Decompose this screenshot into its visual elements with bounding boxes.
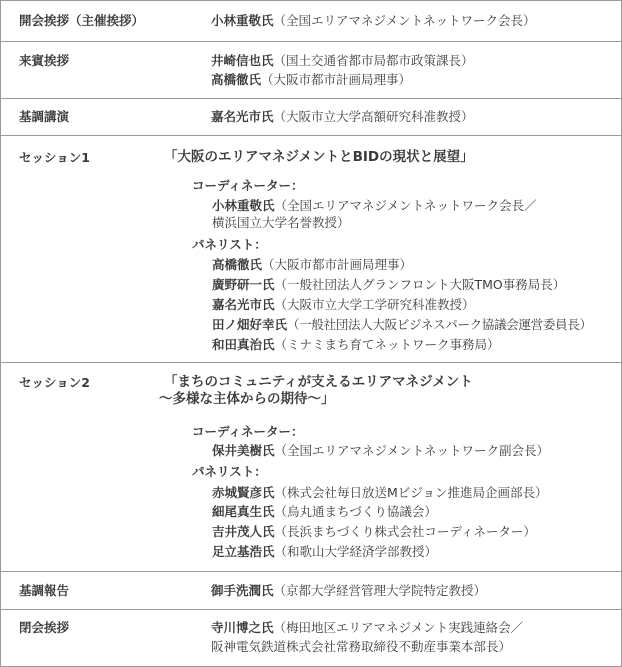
speaker-name: 赤城賢彦氏 — [212, 485, 275, 500]
row-label: 基調報告 — [19, 583, 70, 598]
speaker — [211, 12, 536, 30]
speaker-affiliation: （全国エリアマネジメントネットワーク会長／ — [274, 198, 537, 213]
speaker-name: 廣野研一氏 — [212, 277, 275, 292]
speaker — [211, 619, 523, 637]
panelist — [212, 484, 548, 502]
row-label: 基調講演 — [19, 109, 70, 124]
speaker-name: 足立基浩氏 — [212, 544, 275, 559]
speaker-affiliation: （全国エリアマネジメントネットワーク副会長） — [274, 443, 550, 458]
row-session-1 — [1, 135, 621, 363]
speaker-affiliation: （大阪市立大学高額研究科准教授） — [273, 109, 474, 124]
speaker-affiliation: （全国エリアマネジメントネットワーク会長） — [273, 13, 536, 28]
row-label: セッション1 — [19, 150, 90, 165]
panelist — [212, 256, 412, 274]
speaker-affiliation: （株式会社毎日放送Mビジョン推進局企画部長） — [274, 485, 548, 500]
row-keynote — [1, 98, 621, 136]
row-guest-greeting — [1, 41, 621, 99]
speaker-affiliation: （ミナミまち育てネットワーク事務局） — [274, 337, 500, 352]
speaker — [211, 71, 411, 89]
row-label: 来賓挨拶 — [19, 53, 70, 68]
speaker-affiliation: （大阪市都市計画局理事） — [261, 72, 412, 87]
speaker — [211, 52, 474, 70]
speaker-name: 高橋徹氏 — [212, 257, 263, 272]
coordinator — [212, 197, 537, 215]
row-label: 開会挨拶（主催挨拶） — [19, 13, 145, 28]
row-label: 閉会挨拶 — [19, 620, 70, 635]
row-closing — [1, 609, 621, 667]
speaker-name: 嘉名光市氏 — [212, 297, 275, 312]
speaker-affiliation: （京都大学経営管理大学院特定教授） — [273, 583, 487, 598]
session-title: 「まちのコミュニティが支えるエリアマネジメント — [164, 374, 473, 390]
coordinator-label: コーディネーター： — [192, 178, 304, 193]
panelist — [212, 276, 565, 294]
panelist — [212, 543, 437, 561]
speaker-name: 和田真治氏 — [212, 337, 275, 352]
speaker — [211, 108, 474, 126]
panelist — [212, 523, 536, 541]
speaker-affiliation: （一般社団法人大阪ビジネスパーク協議会運営委員長） — [287, 317, 592, 332]
speaker-name: 吉井茂人氏 — [212, 524, 275, 539]
panelist — [212, 316, 592, 334]
speaker-name: 御手洗潤氏 — [211, 583, 274, 598]
speaker-affiliation: （長浜まちづくり株式会社コーディネーター） — [274, 524, 536, 539]
speaker-name: 井崎信也氏 — [211, 53, 274, 68]
speaker-name: 田ノ畑好幸氏 — [212, 317, 288, 332]
coordinator-label: コーディネーター： — [192, 424, 304, 439]
session-subtitle: 〜多様な主体からの期待〜」 — [159, 391, 335, 407]
speaker-affiliation: （梅田地区エリアマネジメント実践連絡会／ — [273, 620, 524, 635]
row-session-2 — [1, 362, 621, 572]
speaker-affiliation: （大阪市都市計画局理事） — [262, 257, 413, 272]
speaker-affiliation: （烏丸通まちづくり協議会） — [274, 504, 437, 519]
speaker-name: 小林重敬氏 — [211, 13, 274, 28]
speaker-name: 保井美樹氏 — [212, 443, 275, 458]
speaker-affiliation-cont: 阪神電気鉄道株式会社常務取締役不動産事業本部長） — [211, 639, 512, 654]
panelist — [212, 296, 475, 314]
row-label: セッション2 — [19, 375, 90, 390]
speaker-affiliation: （国土交通省都市局都市政策課長） — [273, 53, 474, 68]
panelist — [212, 336, 500, 354]
speaker-affiliation-cont: 横浜国立大学名誉教授） — [212, 215, 350, 230]
speaker-affiliation: （大阪市立大学工学研究科准教授） — [274, 297, 475, 312]
speaker — [211, 582, 486, 600]
panelist-label: パネリスト： — [192, 464, 267, 479]
speaker-name: 高橋徹氏 — [211, 72, 262, 87]
session-title: 「大阪のエリアマネジメントとBIDの現状と展望」 — [164, 149, 474, 165]
speaker-name: 小林重敬氏 — [212, 198, 275, 213]
speaker-name: 細尾真生氏 — [212, 504, 275, 519]
speaker-affiliation: （和歌山大学経済学部教授） — [274, 544, 438, 559]
speaker-name: 寺川博之氏 — [211, 620, 274, 635]
speaker-affiliation: （一般社団法人グランフロント大阪TMO事務局長） — [274, 277, 566, 292]
panelist-label: パネリスト： — [192, 237, 267, 252]
panelist — [212, 503, 437, 521]
row-opening — [1, 1, 621, 41]
speaker-name: 嘉名光市氏 — [211, 109, 274, 124]
row-keynote-report — [1, 571, 621, 610]
coordinator — [212, 442, 549, 460]
